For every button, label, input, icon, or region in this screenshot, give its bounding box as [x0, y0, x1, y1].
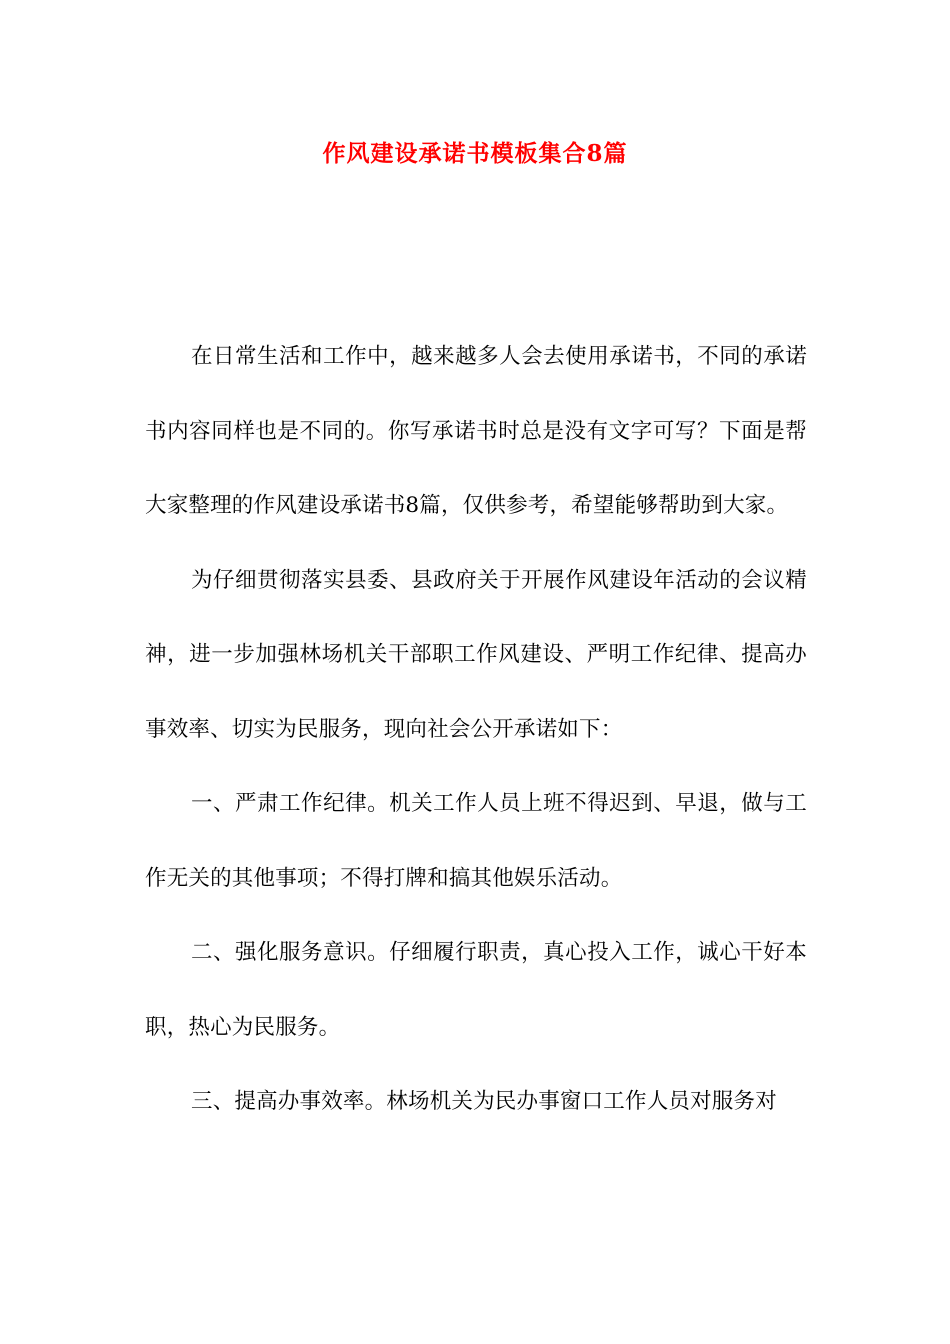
paragraph-item-3: 三、提高办事效率。林场机关为民办事窗口工作人员对服务对	[191, 1089, 777, 1114]
paragraph-intro: 在日常生活和工作中，越来越多人会去使用承诺书，不同的承诺书内容同样也是不同的。你写承诺书时总是没有文字可写？下面是帮大家整理的作风建设承诺书8篇，仅供参考，希望能够帮助到大家。	[145, 344, 807, 518]
paragraph-item-2: 二、强化服务意识。仔细履行职责，真心投入工作，诚心干好本职，热心为民服务。	[145, 940, 807, 1040]
document-body	[145, 320, 807, 1140]
paragraph-item-1: 一、严肃工作纪律。机关工作人员上班不得迟到、早退，做与工作无关的其他事项；不得打牌和搞其他娱乐活动。	[145, 791, 807, 891]
paragraph-preamble: 为仔细贯彻落实县委、县政府关于开展作风建设年活动的会议精神，进一步加强林场机关干部职工作风建设、严明工作纪律、提高办事效率、切实为民服务，现向社会公开承诺如下：	[145, 567, 807, 742]
document-title: 作风建设承诺书模板集合8篇	[322, 140, 628, 167]
